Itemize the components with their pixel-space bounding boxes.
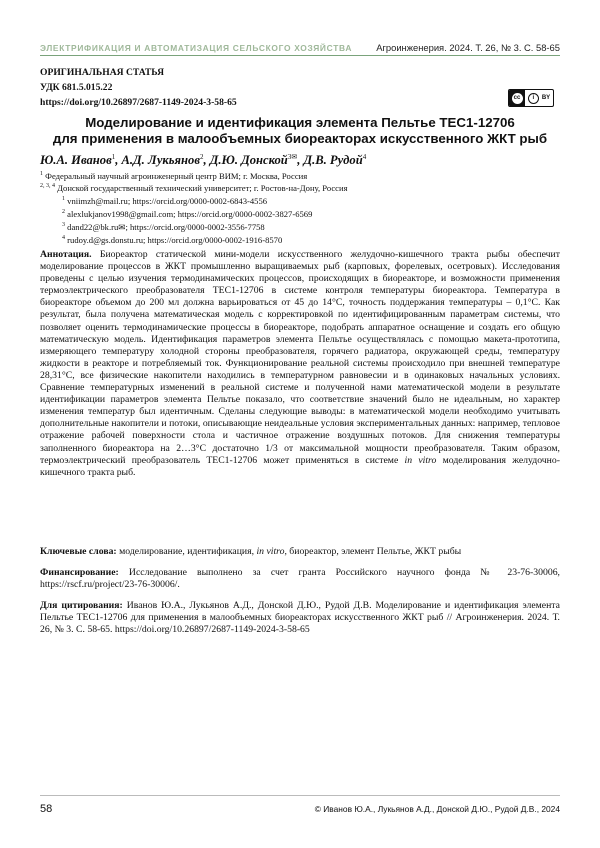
author-list: Ю.А. Иванов$^1$, А.Д. Лукьянов$^2$, Д.Ю. Донской$^{3✉}$, Д.В. Рудой$^4$: [40, 153, 367, 168]
cc-icon: cc: [509, 90, 525, 106]
title-line-2: для применения в малообъемных биореакторах искусственного ЖКТ рыб: [52, 131, 548, 146]
keywords-label: Ключевые слова:: [40, 546, 117, 557]
article-type: ОРИГИНАЛЬНАЯ СТАТЬЯ: [40, 67, 165, 78]
author-name: Д.Ю. Донской: [209, 153, 288, 168]
abstract: Аннотация. Биореактор статической мини-модели искусственного желудочно-кишечного тракта рыбы обеспечит моделирование процессов в ЖКТ промышленно выращиваемых рыб (карповых, форелевых, осетровых). Исследования проведены с целью изучения термодинамических процессов, происходящих в биореакторе, и возможности применения термоэлектрического преобразователя TEC1-12706 в системе контроля температуры биореактора. Температура в биореакторе объемом до 200 мл должна варьироваться от 45 до 14°С, точность поддержания температуры – 0,1°С. Как результат, была получена математическая модель с корректировкой по идентифицированным параметрам системы, что позволяет оценить термодинамические процессы в биореакторе, подобрать аппаратное оснащение и создать его общую математическую модель. Идентификация параметров элемента Пельтье осуществлялась с помощью макета-прототипа, измеряющего температуру холодной стороны преобразователя, горячего радиатора, окружающей среды, температуру жидкости в реакторе и потребляемый ток. Функционирование реальной системы происходило при внешней температуре 28,31°С, все физические накопители находились в температурном равновесии и в одинаковых начальных условиях. Сравнение температурных изменений в реальной системе и полученной нами математической модели в результате идентификации параметров элемента Пельтье показало, что соответствие значений было не идеальным, но характер изменения температур был идентичным. Сделаны следующие выводы: в математической модели необходимо учитывать дополнительные накопители и потоки, описывающие неидеальные условия экспериментальных данных: например, тепловое отражение рабочей поверхности стола и частичное отражение воздушных потоков. Для снижения температуры заполненного биореактора на 2…3°С достаточно 1/3 от максимальной мощности преобразователя. Таким образом, термоэлектрический преобразователь TEC1-12706 может применяться в системе in vitro моделирования желудочно-кишечного тракта рыб.: [40, 249, 560, 478]
citation: Для цитирования: Иванов Ю.А., Лукьянов А.Д., Донской Д.Ю., Рудой Д.В. Моделирование и идентификация элемента Пельтье TEC1-12706 для применения в малообъемных биореакторах искусственного ЖКТ рыб // Агроинженерия. 2024. Т. 26, № 3. С. 58-65. https://doi.org/10.26897/2687-1149-2024-3-58-65: [40, 600, 560, 636]
keywords: Ключевые слова: моделирование, идентификация, in vitro, биореактор, элемент Пельтье, ЖКТ рыбы: [40, 546, 462, 557]
footer-divider: [40, 795, 560, 796]
journal-section-header: ЭЛЕКТРИФИКАЦИЯ И АВТОМАТИЗАЦИЯ СЕЛЬСКОГО ХОЗЯЙСТВА: [40, 43, 353, 53]
header-divider: [40, 55, 560, 56]
attribution-icon: i: [528, 93, 539, 104]
udc-code: УДК 681.5.015.22: [40, 82, 113, 93]
doi-link[interactable]: https://doi.org/10.26897/2687-1149-2024-3-58-65: [40, 97, 237, 108]
author-contact: $^1$ vniimzh@mail.ru; https://orcid.org/0000-0002-6843-4556: [62, 196, 268, 206]
page-number: 58: [40, 803, 53, 815]
author-name: Ю.А. Иванов: [40, 153, 112, 168]
copyright-notice: © Иванов Ю.А., Лукьянов А.Д., Донской Д.Ю., Рудой Д.В., 2024: [314, 804, 560, 814]
abstract-text: Биореактор статической мини-модели искусственного желудочно-кишечного тракта рыбы обеспечит моделирование процессов в ЖКТ промышленно выращиваемых рыб (карповых, форелевых, осетровых). Исследования проведены с целью изучения термодинамических процессов, происходящих в биореакторе, и возможности применения термоэлектрического преобразователя TEC1-12706 в системе контроля температуры биореактора. Температура в биореакторе объемом до 200 мл должна варьироваться от 45 до 14°С, точность поддержания температуры – 0,1°С. Как результат, была получена математическая модель с корректировкой по идентифицированным параметрам системы, что позволяет оценить термодинамические процессы в биореакторе, подобрать аппаратное оснащение и создать его общую математическую модель. Идентификация параметров элемента Пельтье осуществлялась с помощью макета-прототипа, измеряющего температуру холодной стороны преобразователя, горячего радиатора, окружающей среды, температуру жидкости в реакторе и потребляемый ток. Функционирование реальной системы происходило при внешней температуре 28,31°С, все физические накопители находились в температурном равновесии и в одинаковых начальных условиях. Сравнение температурных изменений в реальной системе и полученной нами математической модели в результате идентификации параметров элемента Пельтье показало, что соответствие значений было не идеальным, но характер изменения температур был идентичным. Сделаны следующие выводы: в математической модели необходимо учитывать дополнительные накопители и потоки, описывающие неидеальные условия экспериментальных данных: например, тепловое отражение рабочей поверхности стола и частичное отражение воздушных потоков. Для снижения температуры заполненного биореактора на 2…3°С достаточно 1/3 от максимальной мощности преобразователя. Таким образом, термоэлектрический преобразователь TEC1-12706 может применяться в системе: [40, 249, 560, 466]
journal-citation-header: Агроинженерия. 2024. Т. 26, № 3. С. 58-65: [376, 42, 560, 53]
author-contact: $^2$ alexlukjanov1998@gmail.com; https://orcid.org/0000-0002-3827-6569: [62, 209, 313, 219]
funding-label: Финансирование:: [40, 567, 119, 578]
author-contact: $^4$ rudoy.d@gs.donstu.ru; https://orcid.org/0000-0002-1916-8570: [62, 235, 283, 245]
title-line-1: Моделирование и идентификация элемента Пельтье TEC1-12706: [85, 115, 515, 130]
abstract-label: Аннотация.: [40, 249, 92, 260]
author-name: Д.В. Рудой: [303, 153, 363, 168]
affiliation: $^1$ Федеральный научный агроинженерный центр ВИМ; г. Москва, Россия: [40, 171, 308, 181]
article-title: [40, 115, 560, 147]
author-contact: $^3$ dand22@bk.ru✉; https://orcid.org/0000-0002-3556-7758: [62, 222, 265, 232]
citation-label: Для цитирования:: [40, 600, 123, 611]
author-name: А.Д. Лукьянов: [121, 153, 200, 168]
cc-by-license-icon[interactable]: cc i BY: [508, 89, 554, 107]
funding: Финансирование: Исследование выполнено за счет гранта Российского научного фонда № 23-76-30006, https://rscf.ru/project/23-76-30006/.: [40, 567, 560, 591]
affiliation: $^{2, 3, 4}$ Донской государственный технический университет; г. Ростов-на-Дону, Россия: [40, 183, 348, 193]
